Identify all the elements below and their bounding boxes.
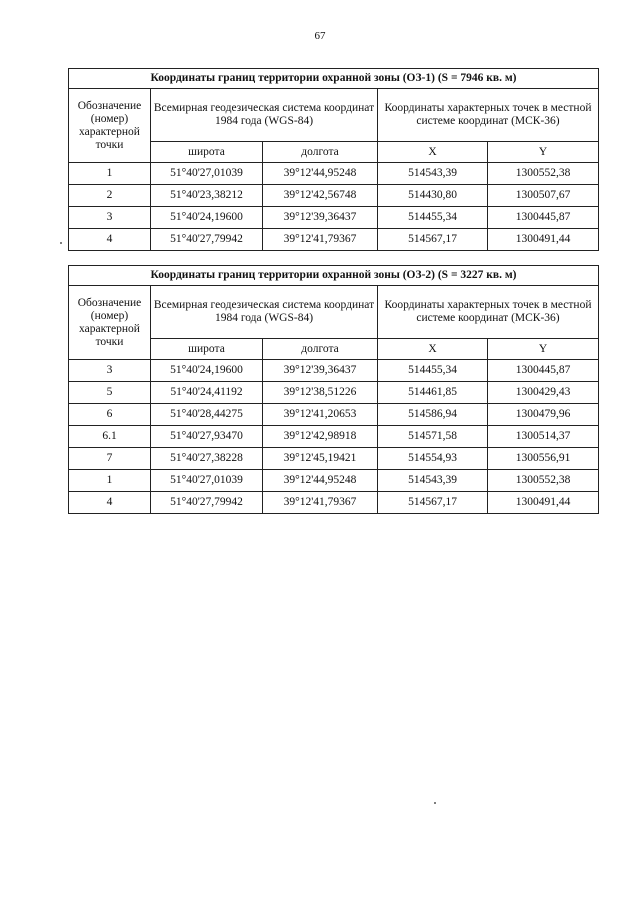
y-cell: 1300445,87 [488, 360, 599, 382]
point-number: 3 [69, 207, 151, 229]
point-number: 1 [69, 163, 151, 185]
longitude-cell: 39°12'42,98918 [263, 426, 378, 448]
scan-speck [434, 802, 436, 804]
header-longitude: долгота [263, 142, 378, 163]
x-cell: 514455,34 [378, 360, 488, 382]
point-number: 5 [69, 382, 151, 404]
latitude-cell: 51°40'27,38228 [151, 448, 263, 470]
longitude-cell: 39°12'39,36437 [263, 360, 378, 382]
x-cell: 514586,94 [378, 404, 488, 426]
x-cell: 514554,93 [378, 448, 488, 470]
x-cell: 514543,39 [378, 470, 488, 492]
table-row [69, 404, 599, 426]
latitude-cell: 51°40'24,19600 [151, 360, 263, 382]
latitude-cell: 51°40'27,79942 [151, 492, 263, 514]
latitude-cell: 51°40'27,93470 [151, 426, 263, 448]
longitude-cell: 39°12'41,20653 [263, 404, 378, 426]
table-row [69, 207, 599, 229]
header-msk: Координаты характерных точек в местной системе координат (МСК-36) [378, 89, 599, 142]
header-point: Обозначение (номер) характерной точки [69, 286, 151, 360]
table-row [69, 448, 599, 470]
table-row [69, 360, 599, 382]
header-msk: Координаты характерных точек в местной системе координат (МСК-36) [378, 286, 599, 339]
x-cell: 514567,17 [378, 492, 488, 514]
page-number: 67 [314, 30, 326, 42]
y-cell: 1300429,43 [488, 382, 599, 404]
latitude-cell: 51°40'24,41192 [151, 382, 263, 404]
table-row [69, 426, 599, 448]
header-longitude: долгота [263, 339, 378, 360]
x-cell: 514461,85 [378, 382, 488, 404]
y-cell: 1300514,37 [488, 426, 599, 448]
y-cell: 1300507,67 [488, 185, 599, 207]
header-point: Обозначение (номер) характерной точки [69, 89, 151, 163]
table-row [69, 492, 599, 514]
x-cell: 514567,17 [378, 229, 488, 251]
point-number: 4 [69, 492, 151, 514]
latitude-cell: 51°40'27,01039 [151, 470, 263, 492]
header-latitude: широта [151, 142, 263, 163]
table-row [69, 470, 599, 492]
header-y: Y [488, 142, 599, 163]
coordinates-table-oz1 [68, 68, 599, 251]
x-cell: 514430,80 [378, 185, 488, 207]
longitude-cell: 39°12'39,36437 [263, 207, 378, 229]
y-cell: 1300552,38 [488, 470, 599, 492]
point-number: 6 [69, 404, 151, 426]
header-x: X [378, 142, 488, 163]
point-number: 6.1 [69, 426, 151, 448]
table-caption: Координаты границ территории охранной зоны (ОЗ-2) (S = 3227 кв. м) [69, 266, 599, 286]
table-caption: Координаты границ территории охранной зоны (ОЗ-1) (S = 7946 кв. м) [69, 69, 599, 89]
table-row [69, 382, 599, 404]
latitude-cell: 51°40'23,38212 [151, 185, 263, 207]
y-cell: 1300556,91 [488, 448, 599, 470]
table-row [69, 185, 599, 207]
point-number: 2 [69, 185, 151, 207]
header-y: Y [488, 339, 599, 360]
header-wgs: Всемирная геодезическая система координат 1984 года (WGS-84) [151, 286, 378, 339]
header-latitude: широта [151, 339, 263, 360]
longitude-cell: 39°12'45,19421 [263, 448, 378, 470]
header-wgs: Всемирная геодезическая система координат 1984 года (WGS-84) [151, 89, 378, 142]
scan-speck [60, 242, 62, 244]
point-number: 1 [69, 470, 151, 492]
point-number: 4 [69, 229, 151, 251]
x-cell: 514571,58 [378, 426, 488, 448]
y-cell: 1300479,96 [488, 404, 599, 426]
longitude-cell: 39°12'44,95248 [263, 470, 378, 492]
y-cell: 1300445,87 [488, 207, 599, 229]
longitude-cell: 39°12'44,95248 [263, 163, 378, 185]
y-cell: 1300491,44 [488, 492, 599, 514]
coordinates-table-oz2 [68, 265, 599, 514]
y-cell: 1300491,44 [488, 229, 599, 251]
latitude-cell: 51°40'27,01039 [151, 163, 263, 185]
x-cell: 514543,39 [378, 163, 488, 185]
point-number: 7 [69, 448, 151, 470]
latitude-cell: 51°40'24,19600 [151, 207, 263, 229]
latitude-cell: 51°40'28,44275 [151, 404, 263, 426]
x-cell: 514455,34 [378, 207, 488, 229]
y-cell: 1300552,38 [488, 163, 599, 185]
longitude-cell: 39°12'38,51226 [263, 382, 378, 404]
table-row [69, 229, 599, 251]
longitude-cell: 39°12'42,56748 [263, 185, 378, 207]
header-x: X [378, 339, 488, 360]
longitude-cell: 39°12'41,79367 [263, 492, 378, 514]
longitude-cell: 39°12'41,79367 [263, 229, 378, 251]
point-number: 3 [69, 360, 151, 382]
latitude-cell: 51°40'27,79942 [151, 229, 263, 251]
table-row [69, 163, 599, 185]
